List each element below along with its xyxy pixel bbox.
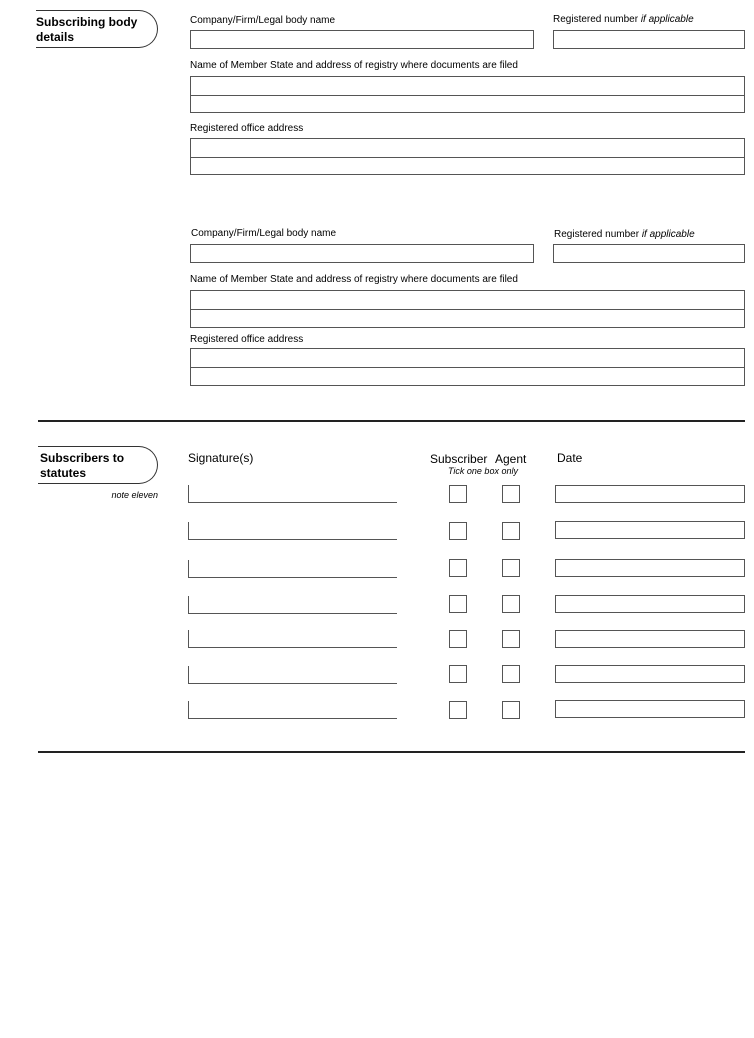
date-field[interactable] [555, 700, 745, 718]
signature-field[interactable] [188, 485, 397, 503]
member-state-label: Name of Member State and address of registry where documents are filed [190, 60, 518, 71]
subscriber-checkbox[interactable] [449, 559, 467, 577]
office-address-label: Registered office address [190, 334, 304, 345]
field-divider [191, 367, 744, 368]
office-address-label: Registered office address [190, 123, 304, 134]
signature-field[interactable] [188, 630, 397, 648]
agent-checkbox[interactable] [502, 485, 520, 503]
date-field[interactable] [555, 559, 745, 577]
date-field[interactable] [555, 485, 745, 503]
subscriber-checkbox[interactable] [449, 595, 467, 613]
date-field[interactable] [555, 665, 745, 683]
registered-number-field[interactable] [553, 244, 745, 263]
field-divider [191, 95, 744, 96]
signature-field[interactable] [188, 522, 397, 540]
office-address-field[interactable] [190, 138, 745, 175]
tick-instruction: Tick one box only [448, 466, 518, 476]
date-field[interactable] [555, 630, 745, 648]
company-name-field[interactable] [190, 244, 534, 263]
signature-field[interactable] [188, 560, 397, 578]
subscriber-checkbox[interactable] [449, 665, 467, 683]
company-name-label: Company/Firm/Legal body name [190, 15, 336, 26]
section-tab-subscribing-body [36, 10, 158, 48]
signature-header: Signature(s) [188, 451, 254, 465]
agent-header: Agent [495, 452, 527, 466]
member-state-field[interactable] [190, 76, 745, 113]
signature-field[interactable] [188, 701, 397, 719]
section-divider [38, 420, 745, 422]
section-title-line1: Subscribing body [36, 15, 138, 29]
agent-checkbox[interactable] [502, 559, 520, 577]
section-title-line2: details [36, 30, 75, 44]
section-title-line2: statutes [40, 466, 87, 480]
company-name-label: Company/Firm/Legal body name [191, 228, 337, 239]
section-divider [38, 751, 745, 753]
agent-checkbox[interactable] [502, 595, 520, 613]
registered-number-label: Registered number if applicable [553, 14, 694, 25]
section-tab-subscribers [38, 446, 158, 484]
subscriber-checkbox[interactable] [449, 630, 467, 648]
field-divider [191, 309, 744, 310]
agent-checkbox[interactable] [502, 665, 520, 683]
signature-field[interactable] [188, 666, 397, 684]
field-divider [191, 157, 744, 158]
subscriber-checkbox[interactable] [449, 522, 467, 540]
agent-checkbox[interactable] [502, 701, 520, 719]
section-title-line1: Subscribers to [40, 451, 125, 465]
subscriber-header: Subscriber [430, 452, 488, 466]
registered-number-field[interactable] [553, 30, 745, 49]
date-header: Date [557, 451, 583, 465]
member-state-field[interactable] [190, 290, 745, 328]
office-address-field[interactable] [190, 348, 745, 386]
note-reference: note eleven [111, 490, 158, 500]
company-name-field[interactable] [190, 30, 534, 49]
date-field[interactable] [555, 595, 745, 613]
registered-number-label: Registered number if applicable [554, 229, 695, 240]
signature-field[interactable] [188, 596, 397, 614]
member-state-label: Name of Member State and address of registry where documents are filed [190, 274, 518, 285]
subscriber-checkbox[interactable] [449, 485, 467, 503]
subscriber-checkbox[interactable] [449, 701, 467, 719]
date-field[interactable] [555, 521, 745, 539]
agent-checkbox[interactable] [502, 630, 520, 648]
agent-checkbox[interactable] [502, 522, 520, 540]
